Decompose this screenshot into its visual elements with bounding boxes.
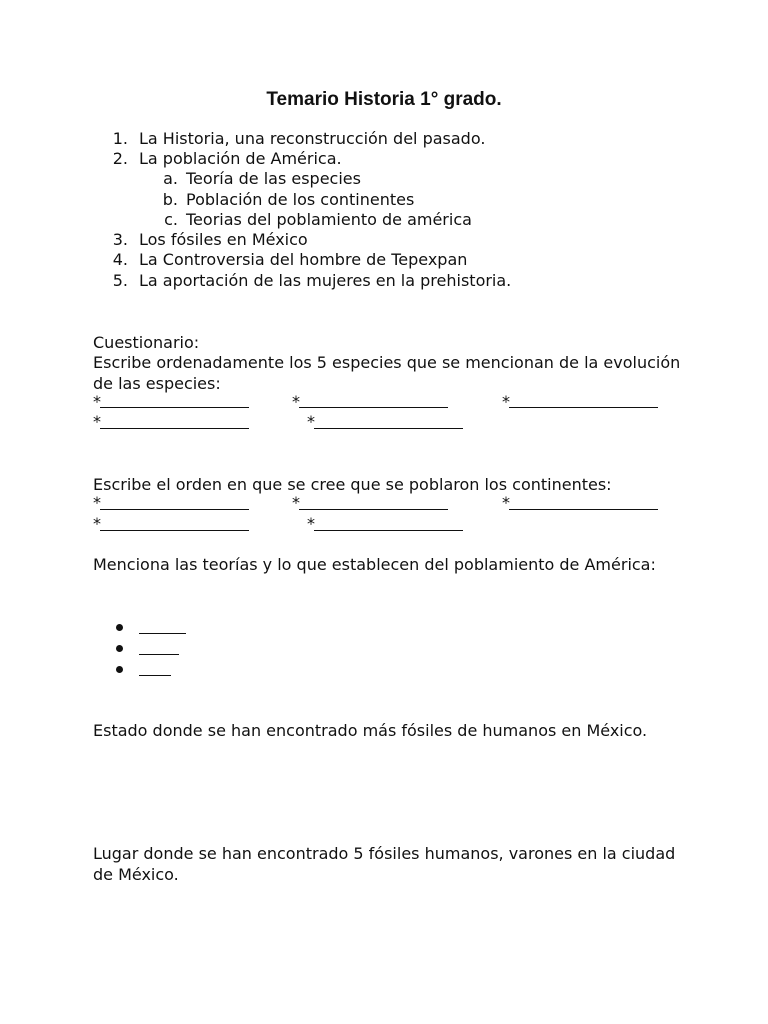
outline-item: La Controversia del hombre de Tepexpan <box>139 250 468 269</box>
answer-blank-line[interactable] <box>509 509 658 510</box>
answer-blank-line[interactable] <box>509 407 658 408</box>
outline-item: Los fósiles en México <box>139 230 308 249</box>
outline-marker: 3. <box>112 230 128 249</box>
answer-blank-line[interactable] <box>139 675 171 676</box>
outline-subitem-marker: a. <box>163 169 178 188</box>
question-state-text: Estado donde se han encontrado más fósiles de humanos en México. <box>93 721 648 740</box>
blank-asterisk: * <box>307 514 315 533</box>
question-theories-text: Menciona las teorías y lo que establecen del poblamiento de América: <box>93 555 656 574</box>
outline-marker: 1. <box>112 129 128 148</box>
question-place-text: Lugar donde se han encontrado 5 fósiles humanos, varones en la ciudad de México. <box>93 844 676 884</box>
outline-marker: 2. <box>112 149 128 168</box>
blank-asterisk: * <box>292 493 300 512</box>
bullet-icon <box>116 666 123 673</box>
question-continents-text: Escribe el orden en que se cree que se poblaron los continentes: <box>93 475 612 494</box>
outline-subitem: Población de los continentes <box>186 190 415 209</box>
blank-asterisk: * <box>307 412 315 431</box>
outline-marker: 5. <box>112 271 128 290</box>
blank-asterisk: * <box>292 392 300 411</box>
answer-blank-line[interactable] <box>139 633 186 634</box>
answer-blank-line[interactable] <box>139 654 179 655</box>
outline-subitem: Teoría de las especies <box>186 169 361 188</box>
blank-asterisk: * <box>93 514 101 533</box>
bullet-icon <box>116 645 123 652</box>
question-species-text: Escribe ordenadamente los 5 especies que se mencionan de la evolución de las especies: <box>93 353 681 393</box>
blank-asterisk: * <box>93 493 101 512</box>
answer-blank-line[interactable] <box>299 509 448 510</box>
answer-blank-line[interactable] <box>100 428 249 429</box>
document-title: Temario Historia 1° grado. <box>266 89 502 110</box>
outline-marker: 4. <box>112 250 128 269</box>
outline-item: La Historia, una reconstrucción del pasado. <box>139 129 486 148</box>
outline-item: La población de América. <box>139 149 342 168</box>
questionnaire-heading: Cuestionario: <box>93 333 200 352</box>
outline-subitem-marker: b. <box>162 190 178 209</box>
outline-item: La aportación de las mujeres en la prehistoria. <box>139 271 512 290</box>
blank-asterisk: * <box>93 412 101 431</box>
answer-blank-line[interactable] <box>314 428 463 429</box>
blank-asterisk: * <box>502 392 510 411</box>
answer-blank-line[interactable] <box>100 407 249 408</box>
answer-blank-line[interactable] <box>100 530 249 531</box>
bullet-icon <box>116 624 123 631</box>
answer-blank-line[interactable] <box>100 509 249 510</box>
outline-subitem-marker: c. <box>164 210 178 229</box>
answer-blank-line[interactable] <box>299 407 448 408</box>
answer-blank-line[interactable] <box>314 530 463 531</box>
blank-asterisk: * <box>93 392 101 411</box>
blank-asterisk: * <box>502 493 510 512</box>
outline-subitem: Teorias del poblamiento de américa <box>186 210 472 229</box>
